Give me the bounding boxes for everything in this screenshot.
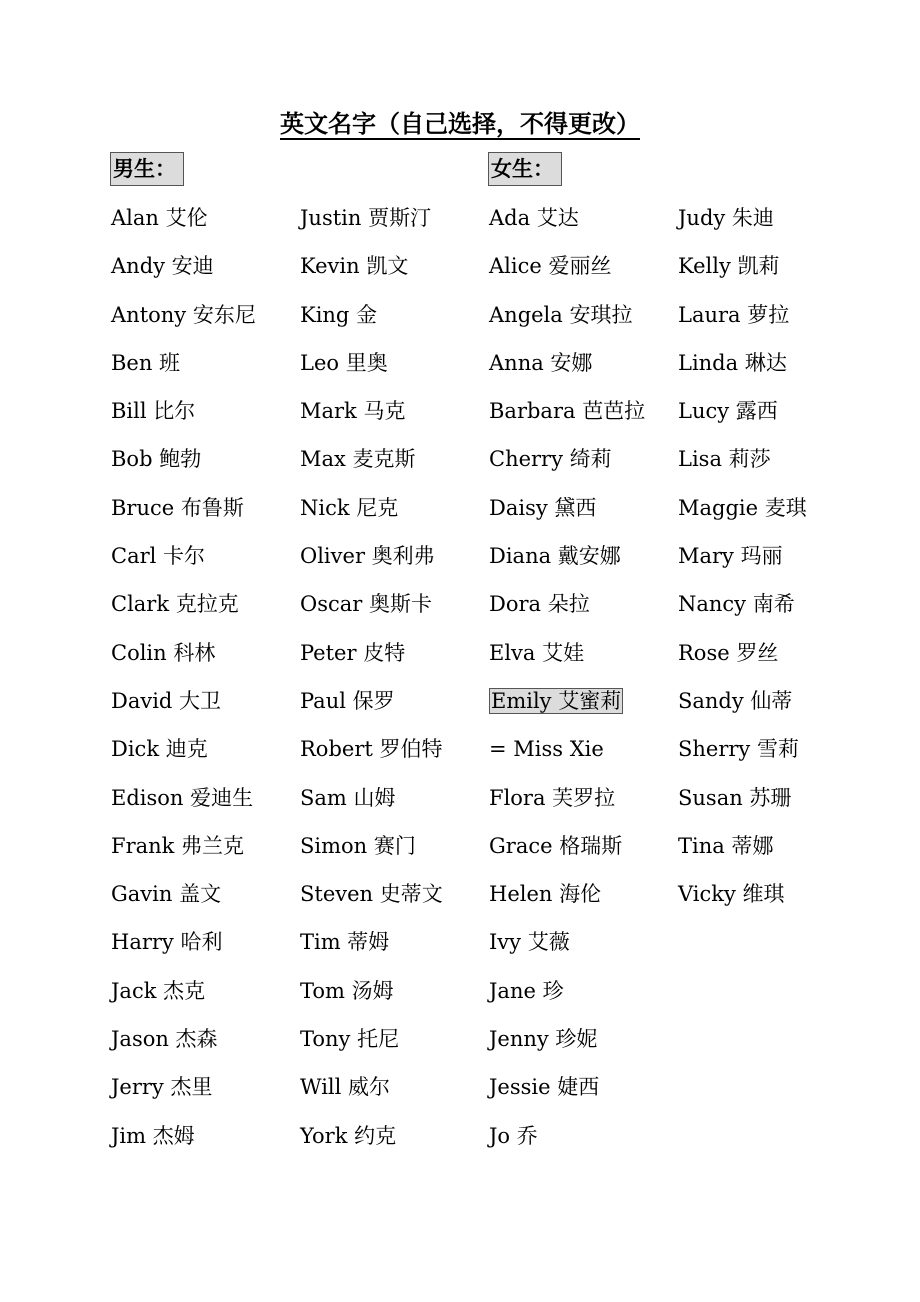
name-entry (111, 244, 256, 292)
name-entry-text: Oscar 奥斯卡 (300, 592, 432, 617)
name-entry (111, 486, 256, 534)
name-entry-text: David 大卫 (111, 688, 222, 713)
name-entry-text: Diana 戴安娜 (489, 544, 621, 569)
name-entry-text: Lisa 莉莎 (678, 447, 771, 472)
female-names-column-2 (678, 196, 807, 920)
name-entry-text: Justin 贾斯汀 (300, 206, 432, 230)
name-entry-text: Mary 玛丽 (678, 544, 783, 569)
name-entry (111, 824, 256, 872)
name-entry-text: Ada 艾达 (489, 206, 579, 230)
name-entry (489, 969, 645, 1017)
name-entry (300, 293, 443, 341)
name-entry (489, 1017, 645, 1065)
name-entry (489, 1114, 645, 1162)
name-entry-text: = Miss Xie (489, 737, 604, 762)
name-entry-text: Judy 朱迪 (678, 206, 774, 230)
name-entry (489, 341, 645, 389)
name-entry (489, 824, 645, 872)
name-entry (300, 1114, 443, 1162)
name-entry (111, 1065, 256, 1113)
name-entry (300, 969, 443, 1017)
name-entry (489, 872, 645, 920)
name-entry (678, 582, 807, 630)
name-entry (489, 293, 645, 341)
name-entry (300, 196, 443, 244)
name-entry-text: Paul 保罗 (300, 688, 395, 713)
name-entry (111, 679, 256, 727)
name-entry-text: Will 威尔 (300, 1075, 391, 1100)
name-entry-text: Anna 安娜 (489, 350, 593, 375)
female-heading: 女生： (488, 152, 562, 186)
name-entry (678, 341, 807, 389)
name-entry (111, 534, 256, 582)
name-entry (111, 582, 256, 630)
name-entry (489, 534, 645, 582)
name-entry-text: Susan 苏珊 (678, 785, 792, 810)
name-entry (678, 534, 807, 582)
name-entry-text: Jane 珍 (489, 978, 564, 1003)
name-entry (678, 631, 807, 679)
name-entry (678, 437, 807, 485)
name-entry-text: Steven 史蒂文 (300, 882, 443, 907)
name-entry (300, 534, 443, 582)
name-entry (111, 1114, 256, 1162)
name-entry (300, 824, 443, 872)
name-entry (111, 969, 256, 1017)
name-entry (678, 824, 807, 872)
name-entry (489, 437, 645, 485)
name-entry (111, 389, 256, 437)
name-entry-text: Sam 山姆 (300, 785, 396, 810)
name-entry-text: Alice 爱丽丝 (489, 254, 612, 279)
name-entry-text: Rose 罗丝 (678, 640, 779, 665)
name-entry (300, 1065, 443, 1113)
name-entry-text: Leo 里奥 (300, 350, 388, 375)
name-entry-text: Ivy 艾薇 (489, 930, 570, 955)
name-entry-text: King 金 (300, 302, 378, 327)
name-entry (300, 244, 443, 292)
name-entry (300, 920, 443, 968)
name-entry-text: Grace 格瑞斯 (489, 833, 623, 858)
name-entry (300, 437, 443, 485)
name-entry-text: Gavin 盖文 (111, 882, 222, 907)
name-entry-text: Jason 杰森 (111, 1027, 218, 1052)
name-entry-text: Harry 哈利 (111, 930, 223, 955)
name-entry-text: Tony 托尼 (300, 1027, 400, 1052)
name-entry-text: Jim 杰姆 (111, 1123, 195, 1148)
name-entry-text: Kevin 凯文 (300, 254, 409, 279)
name-entry-text: Mark 马克 (300, 399, 406, 424)
name-entry (300, 1017, 443, 1065)
name-entry-text: Helen 海伦 (489, 882, 602, 907)
name-entry (678, 196, 807, 244)
name-entry-text: Dora 朵拉 (489, 592, 590, 617)
name-entry (300, 486, 443, 534)
name-entry (678, 293, 807, 341)
name-entry (489, 920, 645, 968)
name-entry (489, 582, 645, 630)
name-entry-text: Nick 尼克 (300, 495, 399, 520)
name-entry-text: Edison 爱迪生 (111, 785, 254, 810)
name-entry (678, 872, 807, 920)
name-entry (111, 631, 256, 679)
name-entry-text: Max 麦克斯 (300, 447, 416, 472)
name-entry-text: Sherry 雪莉 (678, 737, 799, 762)
name-entry (489, 196, 645, 244)
name-entry-text: Angela 安琪拉 (489, 302, 633, 327)
name-entry (489, 679, 645, 727)
name-entry-text: Robert 罗伯特 (300, 737, 443, 762)
name-entry-text: Jessie 婕西 (489, 1075, 600, 1100)
name-entry (111, 872, 256, 920)
name-entry-text: Daisy 黛西 (489, 495, 597, 520)
name-entry-text: Laura 萝拉 (678, 302, 790, 327)
name-entry-text: Antony 安东尼 (111, 302, 256, 327)
name-entry-text: Bill 比尔 (111, 399, 196, 424)
name-entry (678, 486, 807, 534)
male-names-column-1 (111, 196, 256, 1162)
name-entry-text: Linda 琳达 (678, 350, 787, 375)
name-entry (300, 582, 443, 630)
name-entry-text: Tim 蒂姆 (300, 930, 390, 955)
name-entry (489, 727, 645, 775)
name-entry-text: Jack 杰克 (111, 978, 206, 1003)
name-entry-text: Frank 弗兰克 (111, 833, 245, 858)
name-entry (489, 486, 645, 534)
name-entry (678, 679, 807, 727)
name-entry (678, 389, 807, 437)
name-entry (489, 631, 645, 679)
name-entry-text: Andy 安迪 (111, 254, 214, 279)
name-entry-text: Simon 赛门 (300, 833, 416, 858)
name-entry (111, 1017, 256, 1065)
name-entry-text: Elva 艾娃 (489, 640, 585, 665)
name-entry-text: Clark 克拉克 (111, 592, 239, 617)
name-entry-text: Vicky 维琪 (678, 882, 785, 907)
page-title: 英文名字（自己选择，不得更改） (280, 110, 640, 138)
name-entry (111, 293, 256, 341)
male-names-column-2 (300, 196, 443, 1162)
name-entry (300, 776, 443, 824)
name-entry-text: Flora 芙罗拉 (489, 785, 616, 810)
name-entry (678, 727, 807, 775)
name-entry (300, 872, 443, 920)
female-names-column-1 (489, 196, 645, 1162)
name-entry (111, 920, 256, 968)
name-entry (300, 341, 443, 389)
name-entry-text: Kelly 凯莉 (678, 254, 780, 279)
name-entry (111, 727, 256, 775)
name-entry (489, 1065, 645, 1113)
name-entry (678, 776, 807, 824)
name-entry (300, 631, 443, 679)
name-entry-text: Bob 鲍勃 (111, 447, 202, 472)
name-entry-text: Carl 卡尔 (111, 544, 206, 569)
name-entry-text: Oliver 奥利弗 (300, 544, 435, 569)
name-entry (111, 341, 256, 389)
name-entry-text: Peter 皮特 (300, 640, 406, 665)
name-entry (489, 389, 645, 437)
male-heading: 男生： (110, 152, 184, 186)
name-entry-text: Tom 汤姆 (300, 978, 394, 1003)
name-entry-text: Lucy 露西 (678, 399, 778, 424)
name-entry-text: Jerry 杰里 (111, 1075, 213, 1100)
name-entry-text: Maggie 麦琪 (678, 495, 807, 520)
name-entry (300, 727, 443, 775)
name-entry-text: Dick 迪克 (111, 737, 208, 762)
name-entry-text: Bruce 布鲁斯 (111, 495, 244, 520)
name-entry (300, 389, 443, 437)
name-entry-text: Jenny 珍妮 (489, 1027, 598, 1052)
name-entry-text: Alan 艾伦 (111, 206, 208, 230)
name-entry-text: Colin 科林 (111, 640, 216, 665)
name-entry (300, 679, 443, 727)
name-entry-text: York 约克 (300, 1123, 397, 1148)
name-entry-text: Sandy 仙蒂 (678, 688, 793, 713)
name-entry (111, 776, 256, 824)
name-entry-text: Barbara 芭芭拉 (489, 399, 646, 424)
name-entry-text: Nancy 南希 (678, 592, 795, 617)
name-entry (678, 244, 807, 292)
name-entry-text: Emily 艾蜜莉 (491, 688, 622, 713)
name-entry-text: Tina 蒂娜 (678, 833, 774, 858)
name-entry-text: Jo 乔 (489, 1123, 538, 1148)
name-entry (111, 437, 256, 485)
name-entry (489, 244, 645, 292)
name-entry (489, 776, 645, 824)
name-entry (111, 196, 256, 244)
name-entry-text: Cherry 绮莉 (489, 447, 612, 472)
name-entry-text: Ben 班 (111, 350, 181, 375)
